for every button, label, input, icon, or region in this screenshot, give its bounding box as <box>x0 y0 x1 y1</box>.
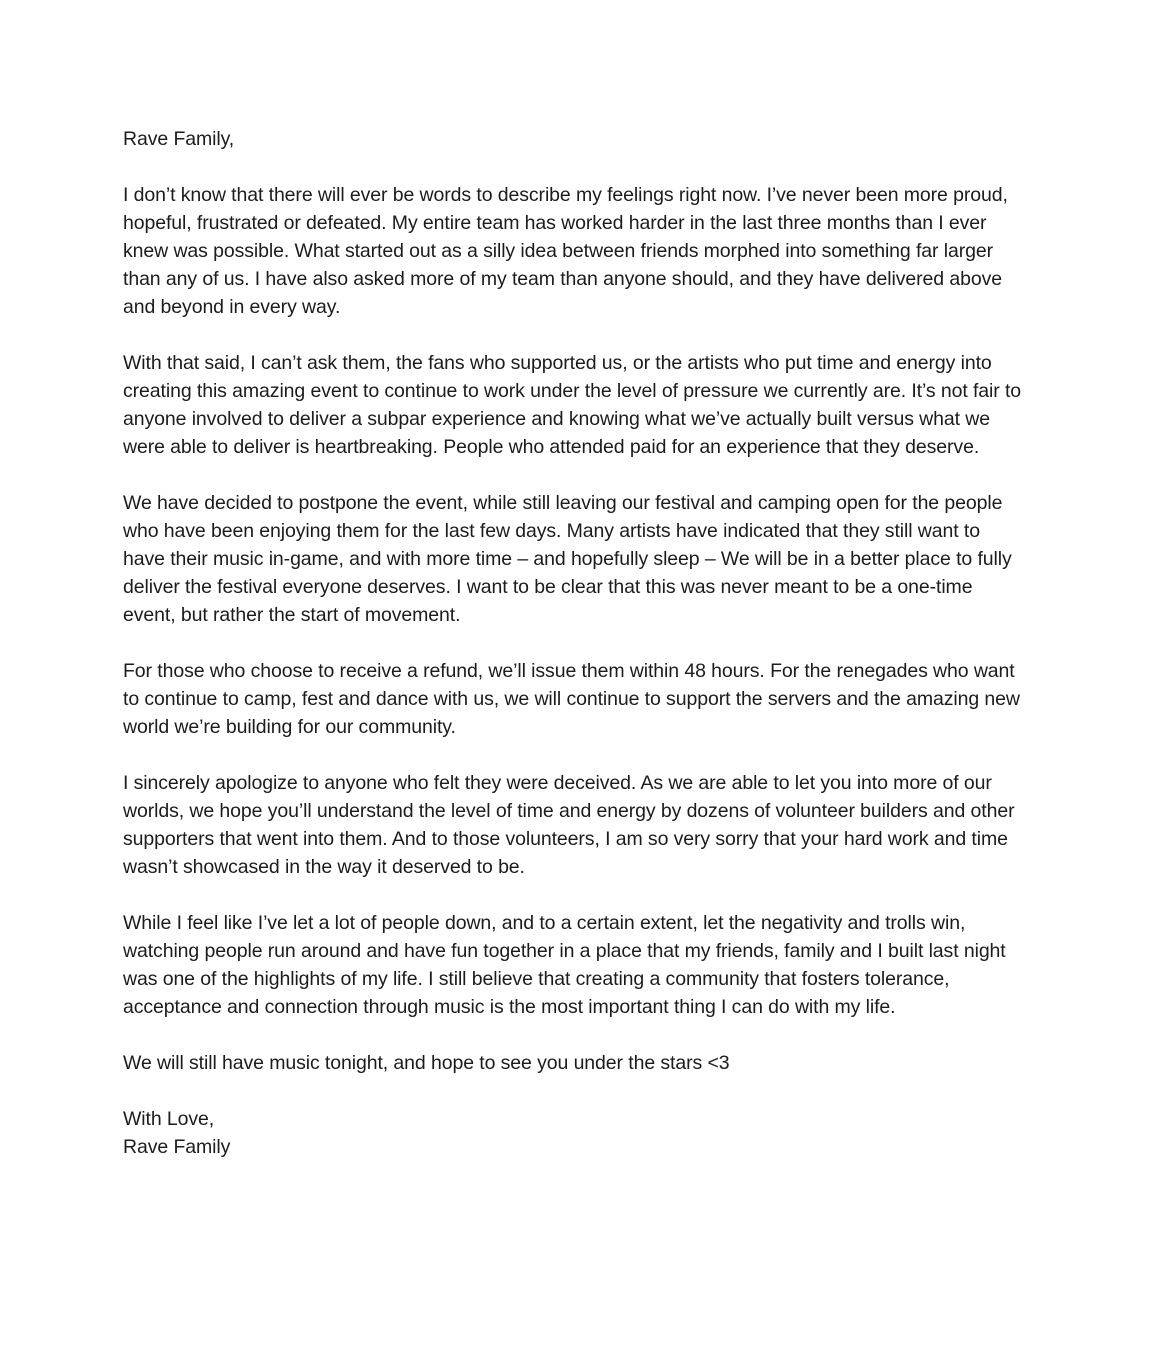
letter-closing: With Love, <box>123 1108 215 1130</box>
letter-paragraph-7: We will still have music tonight, and hope to see you under the stars <3 <box>123 1052 730 1074</box>
letter-signature: Rave Family <box>123 1136 231 1158</box>
letter-paragraph-2: With that said, I can’t ask them, the fans who supported us, or the artists who put time and energy into creating this amazing event to continue to work under the level of pressure we currently are. It’s not fair to anyone involved to deliver a subpar experience and knowing what we’ve actually built versus what we were able to deliver is heartbreaking. People who attended paid for an experience that they deserve. <box>123 352 1022 458</box>
letter-salutation: Rave Family, <box>123 128 235 150</box>
letter-paragraph-4: For those who choose to receive a refund, we’ll issue them within 48 hours. For the renegades who want to continue to camp, fest and dance with us, we will continue to support the servers and the amazing new world we’re building for our community. <box>123 660 1020 738</box>
letter-paragraph-6: While I feel like I’ve let a lot of people down, and to a certain extent, let the negativity and trolls win, watching people run around and have fun together in a place that my friends, family and I built last night was one of the highlights of my life. I still believe that creating a community that fosters tolerance, acceptance and connection through music is the most important thing I can do with my life. <box>123 912 1006 1018</box>
letter-paragraph-1: I don’t know that there will ever be words to describe my feelings right now. I’ve never been more proud, hopeful, frustrated or defeated. My entire team has worked harder in the last three months than I ever knew was possible. What started out as a silly idea between friends morphed into something far larger than any of us. I have also asked more of my team than anyone should, and they have delivered above and beyond in every way. <box>123 184 1008 318</box>
letter-document <box>123 125 1023 1161</box>
letter-signoff <box>123 1105 1023 1161</box>
letter-paragraph-5: I sincerely apologize to anyone who felt they were deceived. As we are able to let you into more of our worlds, we hope you’ll understand the level of time and energy by dozens of volunteer builders and other supporters that went into them. And to those volunteers, I am so very sorry that your hard work and time wasn’t showcased in the way it deserved to be. <box>123 772 1015 878</box>
letter-paragraph-3: We have decided to postpone the event, while still leaving our festival and camping open for the people who have been enjoying them for the last few days. Many artists have indicated that they still want to have their music in-game, and with more time – and hopefully sleep – We will be in a better place to fully deliver the festival everyone deserves. I want to be clear that this was never meant to be a one-time event, but rather the start of movement. <box>123 492 1012 626</box>
